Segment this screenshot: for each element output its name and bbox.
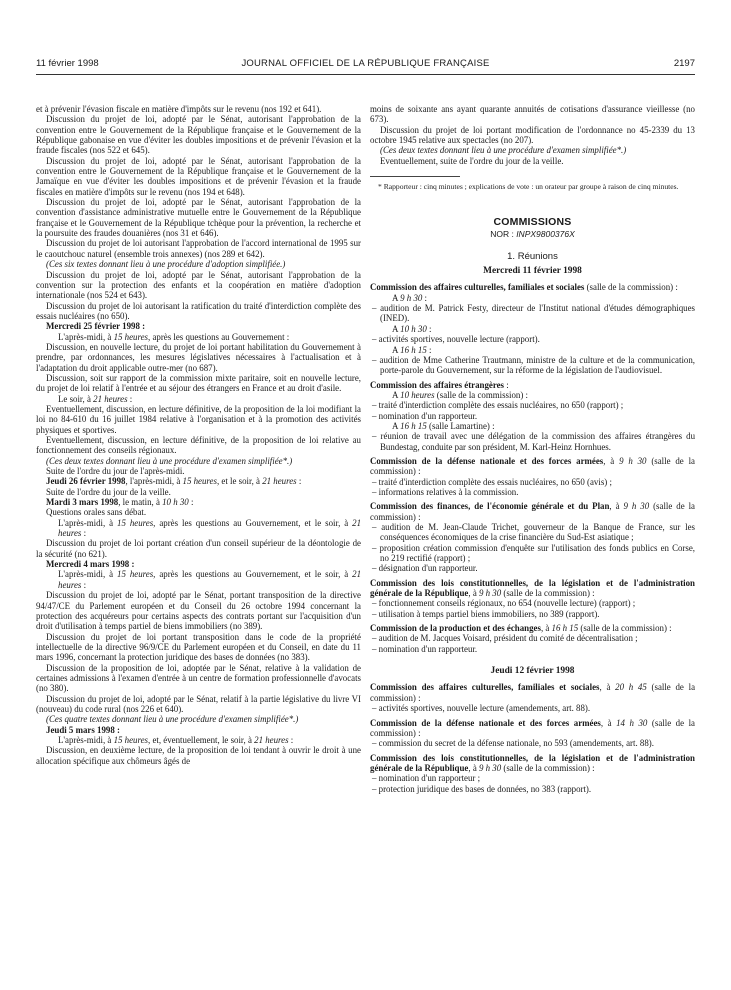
paragraph: Discussion du projet de loi, adopté par le Sénat, autorisant l'approbation de la convention d'assistance administrative mutuelle entre le Gouvernement de la République française et le Gouvernement de la République tchèque pour la prévention, la recherche et la poursuite des fraudes douanières (nos 31 et 646).: [36, 197, 361, 239]
time-slot: A 16 h 15 (salle Lamartine) :: [392, 420, 495, 431]
header-date: 11 février 1998: [36, 58, 99, 69]
agenda-item: – audition de M. Jacques Voisard, président du comité de décentralisation ;: [372, 633, 638, 644]
commissions-title: COMMISSIONS: [493, 216, 572, 229]
agenda-item: – nomination d'un rapporteur.: [372, 643, 478, 654]
left-column: [36, 104, 361, 766]
agenda-item: – fonctionnement conseils régionaux, no 654 (nouvelle lecture) (rapport) ;: [372, 598, 636, 609]
agenda-item: – nomination d'un rapporteur.: [372, 410, 478, 421]
session-time: L'après-midi, à 15 heures, et, éventuellement, le soir, à 21 heures :: [58, 734, 294, 745]
session-time: L'après-midi, à 15 heures, après les questions au Gouvernement, et le soir, à 21 heures :: [58, 517, 361, 539]
paragraph: Eventuellement, suite de l'ordre du jour de la veille.: [380, 155, 564, 166]
paragraph: Discussion du projet de loi autorisant la ratification du traité d'interdiction complète des essais nucléaires (no 650).: [36, 300, 361, 321]
agenda-item: – informations relatives à la commission.: [372, 486, 519, 497]
paragraph: Discussion du projet de loi portant création d'un conseil supérieur de la déontologie de la sécurité (no 621).: [36, 538, 361, 559]
agenda-item: – traité d'interdiction complète des essais nucléaires, no 650 (avis) ;: [372, 476, 612, 487]
paragraph: Suite de l'ordre du jour de l'après-midi.: [46, 466, 185, 477]
commission-entry: Commission des finances, de l'économie générale et du Plan, à 9 h 30 (salle de la commission) :: [370, 501, 695, 522]
agenda-item: – désignation d'un rapporteur.: [372, 563, 478, 574]
commission-entry: Commission de la défense nationale et des forces armées, à 9 h 30 (salle de la commission) :: [370, 455, 695, 477]
agenda-item: – traité d'interdiction complète des essais nucléaires, no 650 (rapport) ;: [372, 400, 624, 411]
footnote: * Rapporteur : cinq minutes ; explications de vote : un orateur par groupe à raison de cinq minutes.: [378, 182, 679, 192]
session-time: L'après-midi, à 15 heures, après les questions au Gouvernement, et le soir, à 21 heures :: [58, 569, 361, 590]
header-rule: [36, 74, 695, 75]
agenda-item: – réunion de travail avec une délégation de la commission des affaires étrangères du Bundestag, conduite par son président, M. Karl-Heinz Hornhues.: [372, 431, 696, 452]
agenda-item: – audition de M. Patrick Festy, directeur de l'Institut national d'études démographiques (INED).: [372, 303, 696, 324]
session-time: L'après-midi, à 15 heures, après les questions au Gouvernement :: [58, 331, 290, 342]
procedure-note: (Ces deux textes donnant lieu à une procédure d'examen simplifiée*.): [46, 455, 293, 466]
agenda-item: – audition de M. Jean-Claude Trichet, gouverneur de la Banque de France, sur les conséquences économiques de la crise financière du Sud-Est asiatique ;: [372, 522, 696, 543]
day-heading: Mercredi 25 février 1998 :: [46, 321, 146, 332]
right-column: [370, 104, 695, 794]
commission-entry: Commission de la production et des échanges, à 16 h 15 (salle de la commission) :: [370, 623, 672, 634]
page-number: 2197: [673, 58, 695, 69]
commission-entry: Commission des lois constitutionnelles, de la législation et de l'administration générale de la République, à 9 h 30 (salle de la commission) :: [370, 752, 695, 773]
procedure-note: (Ces deux textes donnant lieu à une procédure d'examen simplifiée*.): [380, 145, 627, 156]
agenda-item: – proposition création commission d'enquête sur l'utilisation des fonds publics en Corse, no 219 rectifié (rapport) ;: [372, 542, 695, 564]
paragraph: Discussion de la proposition de loi, adoptée par le Sénat, relative à la validation de certaines admissions à l'examen d'entrée à un centre de formation professionnelle d'avocats (no 380).: [36, 662, 361, 694]
agenda-item: – audition de Mme Catherine Trautmann, ministre de la culture et de la communication, porte-parole du Gouvernement, sur la réforme de la législation de l'audiovisuel.: [372, 354, 696, 376]
agenda-item: – nomination d'un rapporteur ;: [372, 773, 481, 784]
paragraph: Discussion du projet de loi portant transposition dans le code de la propriété intellectuelle de la directive 96/9/CE du Parlement européen et du Conseil, en date du 11 mars 1996, concernant la protection juridique des bases de données (no 383).: [36, 631, 361, 663]
paragraph: et à prévenir l'évasion fiscale en matière d'impôts sur le revenu (nos 192 et 641).: [36, 104, 322, 114]
paragraph: Questions orales sans débat.: [46, 507, 147, 518]
time-slot: A 16 h 15 :: [392, 344, 432, 355]
paragraph: Eventuellement, discussion, en lecture définitive, de la proposition de la loi modifiant la loi no 84-610 du 16 juillet 1984 relative à l'organisation et à la promotion des activités physiques et sportives.: [36, 403, 361, 435]
paragraph: Discussion du projet de loi portant modification de l'ordonnance no 45-2339 du 13 octobre 1945 relative aux spectacles (no 207).: [370, 124, 695, 146]
commission-entry: Commission des affaires culturelles, familiales et sociales, à 20 h 45 (salle de la commission) :: [370, 682, 696, 703]
paragraph: Discussion, en deuxième lecture, de la proposition de loi tendant à ouvrir le droit à une allocation spécifique aux chômeurs âgés de: [36, 745, 361, 766]
page-header: [36, 58, 695, 74]
time-slot: A 10 heures (salle de la commission) :: [392, 389, 528, 400]
agenda-item: – protection juridique des bases de données, no 383 (rapport).: [372, 783, 592, 794]
procedure-note: (Ces quatre textes donnant lieu à une procédure d'examen simplifiée*.): [46, 714, 299, 725]
commission-entry: Commission des affaires étrangères :: [370, 379, 509, 390]
time-slot: A 10 h 30 :: [392, 323, 432, 334]
paragraph: Suite de l'ordre du jour de la veille.: [46, 486, 171, 497]
paragraph: Discussion du projet de loi, adopté par le Sénat, autorisant l'approbation de la convention entre le Gouvernement de la République française et le Gouvernement de la Jamaïque en vue d'éviter les doubles impositions et de prévenir l'évasion et la fraude fiscales en matière d'impôts sur le revenu (nos 194 et 648).: [36, 155, 361, 197]
day-heading: Mercredi 11 février 1998: [483, 266, 582, 277]
paragraph: Discussion, soit sur rapport de la commission mixte paritaire, soit en nouvelle lecture, du projet de loi relatif à l'entrée et au séjour des étrangers en France et au droit d'asile.: [36, 372, 361, 394]
footnote-rule: [370, 176, 460, 177]
session-time: Le soir, à 21 heures :: [58, 393, 133, 404]
commission-entry: Commission des lois constitutionnelles, de la législation et de l'administration générale de la République, à 9 h 30 (salle de la commission) :: [370, 577, 695, 599]
agenda-item: – activités sportives, nouvelle lecture (amendements, art. 88).: [372, 703, 591, 714]
paragraph: Eventuellement, discussion, en lecture définitive, de la proposition de loi relative au fonctionnement des conseils régionaux.: [36, 435, 361, 456]
commission-entry: Commission des affaires culturelles, familiales et sociales (salle de la commission) :: [370, 282, 678, 293]
time-slot: A 9 h 30 :: [392, 292, 428, 303]
paragraph: Discussion du projet de loi, adopté par le Sénat, autorisant l'approbation de la convention entre le Gouvernement de la République française et le Gouvernement de la République gabonaise en vue d'éviter les doubles impositions et de prévenir l'évasion et la fraude fiscales (nos 522 et 645).: [36, 114, 361, 156]
reunions-title: 1. Réunions: [507, 250, 558, 262]
journal-title: JOURNAL OFFICIEL DE LA RÉPUBLIQUE FRANÇAISE: [241, 58, 490, 69]
paragraph: Discussion du projet de loi, adopté par le Sénat, relatif à la partie législative du livre VI (nouveau) du code rural (nos 226 et 640).: [36, 693, 361, 714]
paragraph: Discussion du projet de loi, adopté par le Sénat, autorisant l'approbation de la convention sur la protection des enfants et la coopération en matière d'adoption internationale (nos 524 et 643).: [36, 269, 361, 301]
day-heading: Jeudi 5 mars 1998 :: [46, 724, 120, 735]
day-heading: Mercredi 4 mars 1998 :: [46, 559, 135, 570]
day-heading: Mardi 3 mars 1998, le matin, à 10 h 30 :: [46, 497, 194, 508]
paragraph: Discussion, en nouvelle lecture, du projet de loi portant habilitation du Gouvernement à prendre, par ordonnances, les mesures législatives nécessaires à l'actualisation et à l'adaptation du droit applicable outre-mer (no 687).: [36, 341, 361, 373]
nor-reference: NOR : INPX9800376X: [490, 229, 575, 240]
agenda-item: – commission du secret de la défense nationale, no 593 (amendements, art. 88).: [372, 738, 654, 749]
paragraph: Discussion du projet de loi, adopté par le Sénat, portant transposition de la directive 94/47/CE du Parlement européen et du Conseil du 26 octobre 1994 concernant la protection des acquéreurs pour certains aspects des contrats portant sur l'acquisition d'un droit d'utilisation à temps partiel de biens immobiliers (no 389).: [36, 590, 361, 632]
day-heading: Jeudi 26 février 1998, l'après-midi, à 15 heures, et le soir, à 21 heures :: [46, 476, 302, 487]
agenda-item: – utilisation à temps partiel biens immobiliers, no 389 (rapport).: [372, 608, 600, 619]
commission-entry: Commission de la défense nationale et des forces armées, à 14 h 30 (salle de la commission) :: [370, 717, 695, 738]
procedure-note: (Ces six textes donnant lieu à une procédure d'adoption simplifiée.): [46, 259, 286, 270]
agenda-item: – activités sportives, nouvelle lecture (rapport).: [372, 334, 540, 345]
day-heading: Jeudi 12 février 1998: [490, 666, 575, 677]
paragraph: Discussion du projet de loi autorisant l'approbation de l'accord international de 1995 sur le caoutchouc naturel (ensemble trois annexes) (nos 289 et 642).: [36, 238, 361, 259]
paragraph: moins de soixante ans ayant quarante annuités de cotisations d'assurance vieillesse (no 673).: [370, 104, 695, 125]
